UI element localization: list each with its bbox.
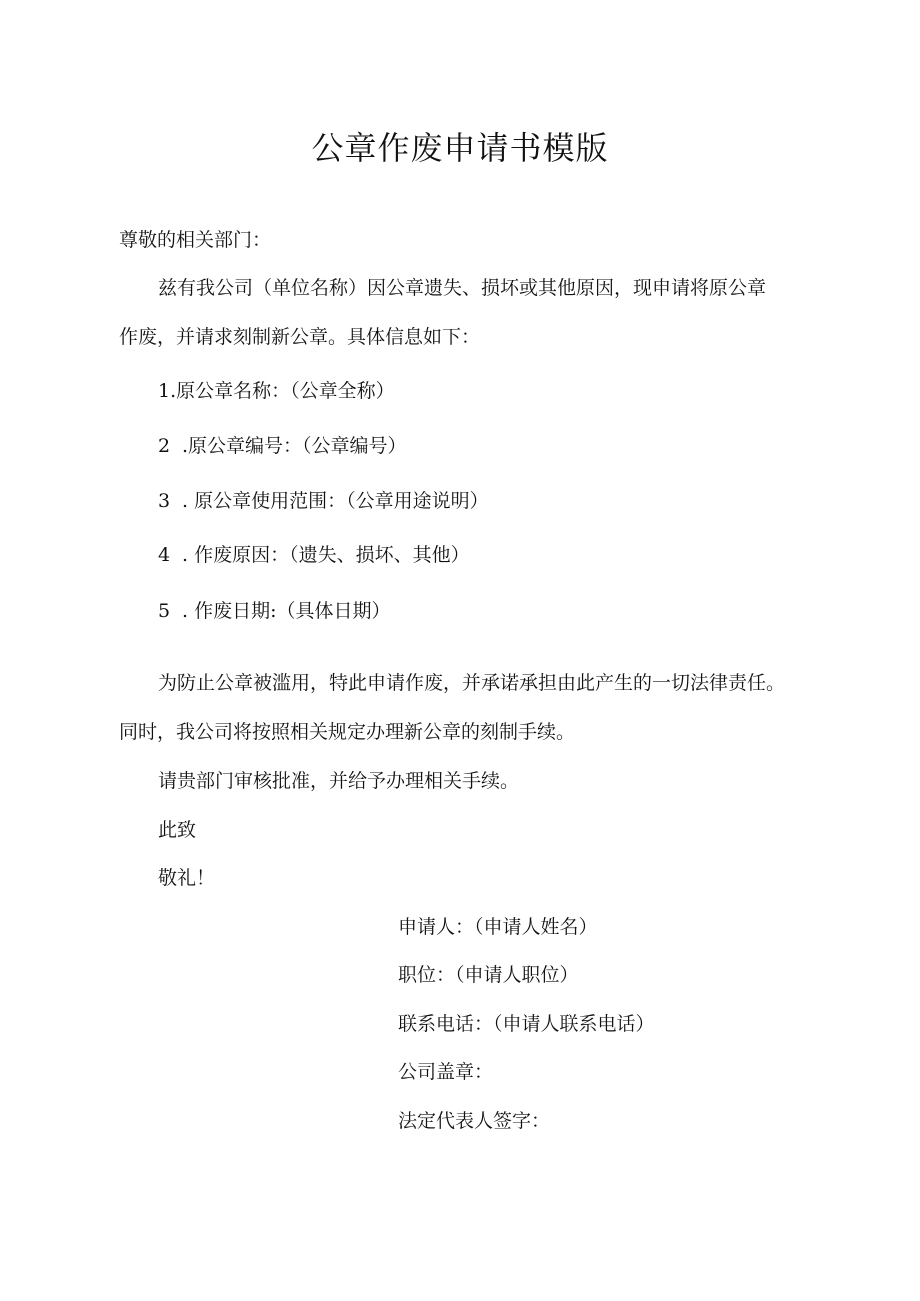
- list-item: [158, 432, 407, 460]
- item-text: . 原公章使用范围：（公章用途说明）: [182, 490, 489, 512]
- intro-line-1: 兹有我公司（单位名称）因公章遗失、损坏或其他原因，现申请将原公章: [158, 277, 767, 299]
- item-number: 5: [158, 600, 171, 622]
- applicant-line: 申请人：（申请人姓名）: [398, 916, 598, 938]
- phone-line: 联系电话：（申请人联系电话）: [398, 1013, 655, 1035]
- request-text: 请贵部门审核批准，并给予办理相关手续。: [158, 770, 520, 792]
- pledge-line-2: 同时，我公司将按照相关规定办理新公章的刻制手续。: [119, 721, 576, 743]
- item-number: 4: [158, 544, 171, 566]
- position-line: 职位：（申请人职位）: [398, 964, 579, 986]
- list-item: [158, 487, 489, 515]
- item-number: 3: [158, 490, 171, 512]
- item-text: . 作废原因：（遗失、损坏、其他）: [182, 544, 470, 566]
- list-item: [158, 541, 470, 569]
- legal-rep-line: 法定代表人签字：: [398, 1110, 551, 1132]
- list-item: [158, 377, 395, 405]
- pledge-line-1: 为防止公章被滥用，特此申请作废，并承诺承担由此产生的一切法律责任。: [158, 672, 786, 694]
- item-text: .原公章编号：（公章编号）: [182, 435, 407, 457]
- item-number: 2: [158, 435, 171, 457]
- seal-line: 公司盖章：: [398, 1061, 494, 1083]
- item-number: 1: [158, 380, 171, 402]
- closing-line-2: 敬礼！: [158, 867, 216, 889]
- closing-line-1: 此致: [158, 819, 197, 841]
- item-text: .原公章名称：（公章全称）: [170, 380, 395, 402]
- document-title: 公章作废申请书模版: [311, 129, 609, 167]
- item-text: . 作废日期:（具体日期）: [182, 600, 391, 622]
- list-item: [158, 597, 390, 625]
- salutation: 尊敬的相关部门：: [119, 229, 272, 251]
- intro-line-2: 作废，并请求刻制新公章。具体信息如下：: [119, 326, 481, 348]
